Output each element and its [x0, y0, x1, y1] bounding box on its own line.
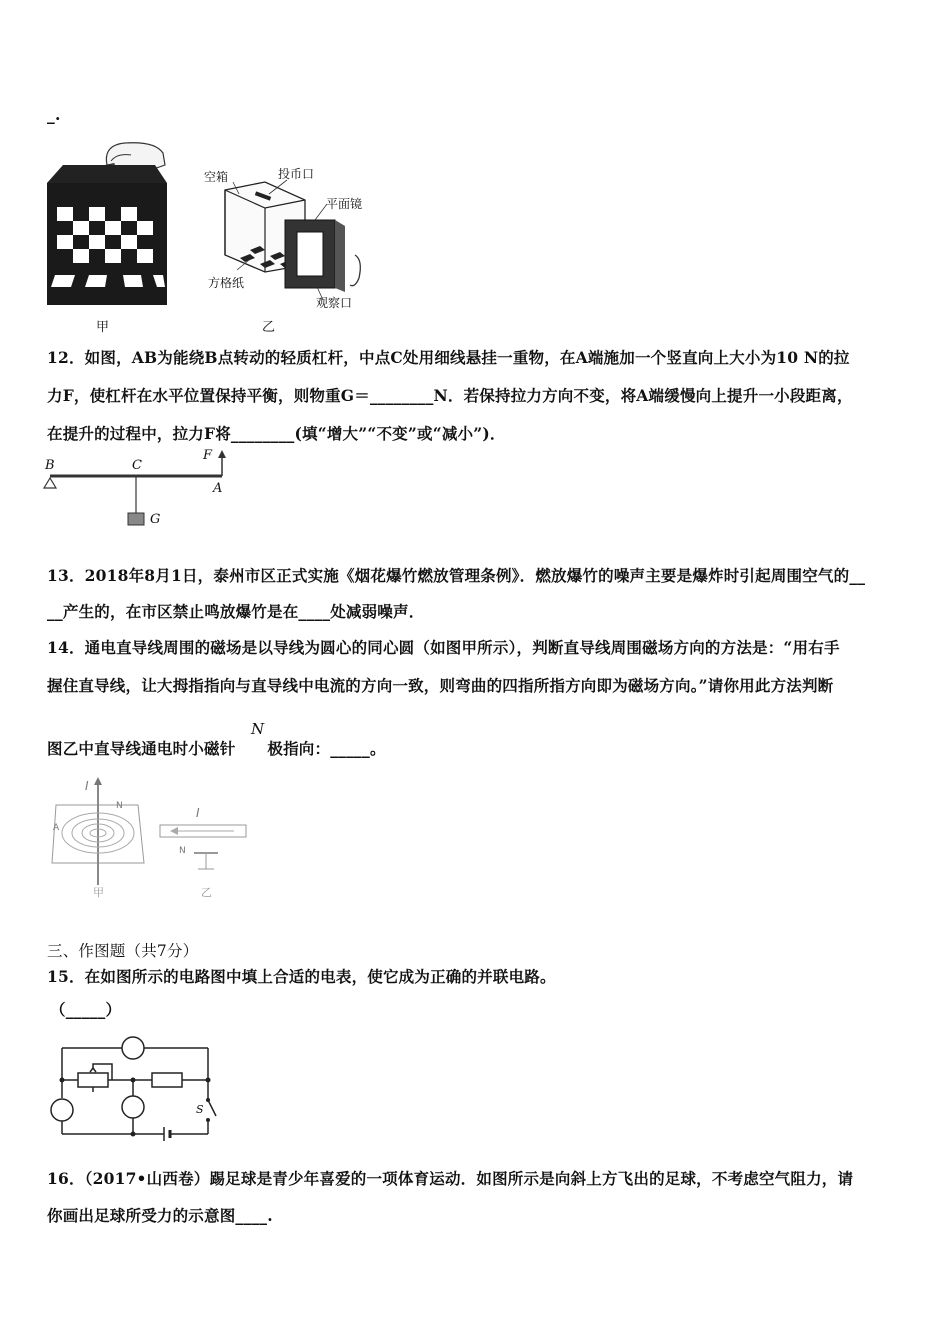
label-empty-box: 空箱 [204, 170, 229, 184]
q15-line-1: 15．在如图所示的电路图中填上合适的电表，使它成为正确的并联电路。 [47, 967, 556, 986]
lever-label-C: C [132, 458, 142, 473]
q14-line-1: 14．通电直导线周围的磁场是以导线为圆心的同心圆（如图甲所示），判断直导线周围磁场方向的方法是：“用右手 [47, 638, 840, 657]
q14-line-2: 握住直导线，让大拇指指向与直导线中电流的方向一致，则弯曲的四指所指方向即为磁场方向。”请你用此方法判断 [47, 676, 834, 695]
q12-line-3: 在提升的过程中，拉力F将________(填“增大”“不变”或“减小”)． [47, 424, 506, 443]
q12-line-1: 12．如图，AB为能绕B点转动的轻质杠杆，中点C处用细线悬挂一重物，在A端施加一个竖直向上大小为10 N的拉 [47, 348, 850, 367]
q16-line-1: 16．（2017•山西卷）踢足球是青少年喜爱的一项体育运动．如图所示是向斜上方飞出的足球，不考虑空气阻力，请 [47, 1169, 854, 1188]
q14-line-3-b: 极指向：_____。 [267, 739, 386, 758]
q14-label-a: A [53, 823, 60, 833]
q15-switch-label: S [196, 1103, 204, 1116]
q11-figure-jia [45, 135, 170, 310]
header-mark: _. [47, 105, 61, 124]
q13-line-1: 13．2018年8月1日，泰州市区正式实施《烟花爆竹燃放管理条例》．燃放爆竹的噪声主要是爆炸时引起周围空气的__ [47, 566, 866, 585]
section-3-heading: 三、作图题（共7分） [47, 942, 199, 960]
q14-caption-yi: 乙 [201, 886, 212, 899]
q11-figure-yi [205, 160, 380, 320]
q11-caption-yi: 乙 [262, 320, 276, 335]
q15-circuit-diagram [40, 1030, 220, 1142]
lever-label-G: G [150, 512, 161, 527]
q14-caption-jia: 甲 [93, 886, 104, 899]
label-grid-paper: 方格纸 [208, 276, 245, 290]
lever-label-F: F [203, 448, 213, 463]
q12-line-2: 力F，使杠杆在水平位置保持平衡，则物重G＝________N．若保持拉力方向不变，将A端缓慢向上提升一小段距离， [47, 386, 853, 405]
q14-label-current-left: I [85, 779, 89, 793]
ballot-box-illustration [45, 135, 170, 310]
q13-line-2: __产生的，在市区禁止鸣放爆竹是在____处减弱噪声． [47, 602, 425, 621]
q14-figure [48, 775, 253, 900]
mirror-box-illustration [205, 160, 380, 320]
label-coin-slot: 投币口 [278, 167, 315, 181]
q11-caption-jia: 甲 [96, 320, 110, 335]
q14-line-3-a: 图乙中直导线通电时小磁针 [47, 739, 236, 758]
q14-n-symbol: N [251, 720, 265, 738]
lever-label-A: A [213, 481, 223, 496]
q16-line-2: 你画出足球所受力的示意图____. [47, 1206, 273, 1225]
label-plane-mirror: 平面镜 [326, 197, 363, 211]
lever-label-B: B [45, 458, 55, 473]
q14-label-n-left: N [116, 801, 123, 811]
q14-label-current-right: I [196, 806, 200, 820]
q14-label-n-right: N [179, 846, 186, 856]
label-observation-window: 观察口 [316, 296, 353, 310]
q14-line-3 [47, 737, 386, 759]
q15-answer-blank[interactable]: （_____） [50, 1000, 122, 1019]
